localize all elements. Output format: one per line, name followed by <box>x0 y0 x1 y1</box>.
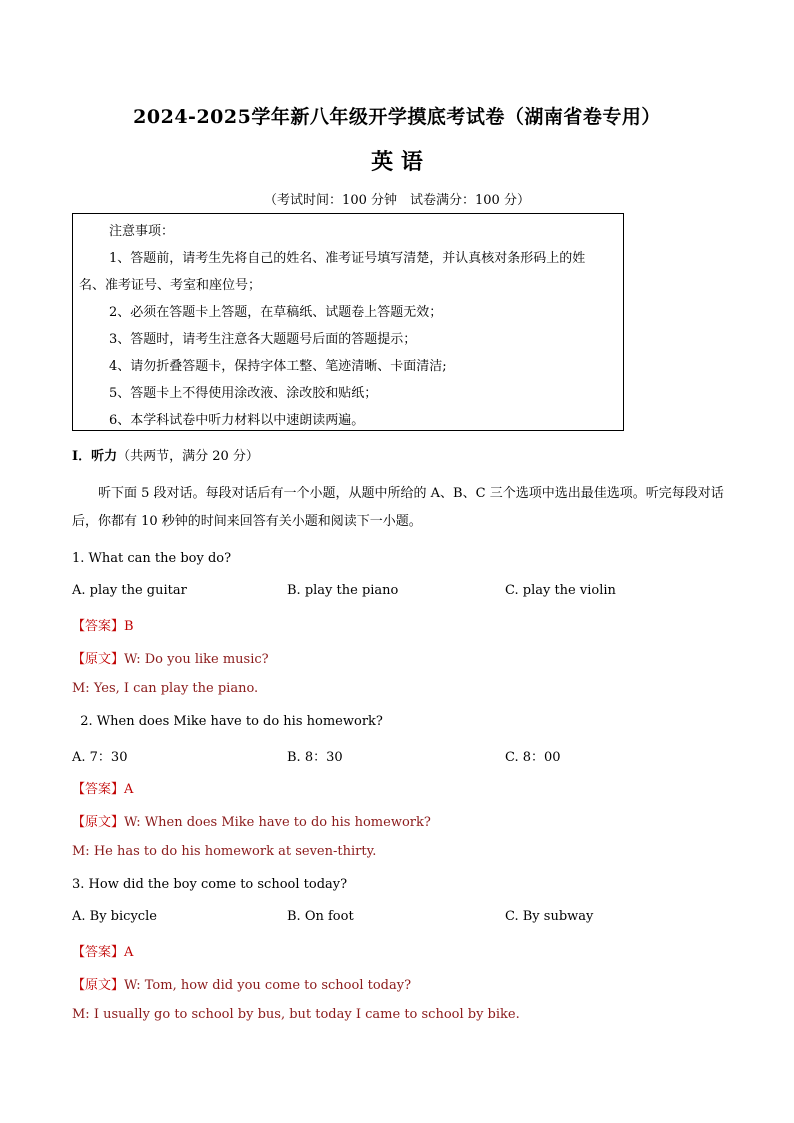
page-title: 2024-2025学年新八年级开学摸底考试卷（湖南省卷专用） <box>133 106 661 128</box>
option-c: C. By subway <box>505 909 594 924</box>
notice-item: 1、答题前，请考生先将自己的姓名、准考证号填写清楚，并认真核对条形码上的姓 <box>109 251 586 266</box>
transcript-label: 【原文】 <box>72 652 125 667</box>
option-b: B. On foot <box>287 909 354 924</box>
transcript-speaker-m: M: He has to do his homework at seven-thirty. <box>72 844 377 859</box>
notice-item: 名、准考证号、考室和座位号； <box>79 278 262 293</box>
transcript-speaker-w: W: Do you like music? <box>124 652 269 667</box>
option-b: B. 8：30 <box>287 750 343 765</box>
notice-item: 2、必须在答题卡上答题，在草稿纸、试题卷上答题无效； <box>109 305 443 320</box>
notice-item: 3、答题时，请考生注意各大题题号后面的答题提示； <box>109 332 417 347</box>
notice-item: 4、请勿折叠答题卡，保持字体工整、笔迹清晰、卡面清洁; <box>109 359 447 374</box>
answer-value: A <box>124 945 134 960</box>
transcript-speaker-m: M: Yes, I can play the piano. <box>72 681 259 696</box>
transcript-speaker-m: M: I usually go to school by bus, but today I came to school by bike. <box>72 1007 520 1022</box>
section-detail: （共两节，满分 20 分） <box>117 449 259 464</box>
answer-line <box>72 941 133 960</box>
section-heading <box>72 445 259 464</box>
question-text: 2. When does Mike have to do his homework? <box>72 714 383 729</box>
transcript-speaker-w: W: Tom, how did you come to school today? <box>124 978 412 993</box>
transcript-label: 【原文】 <box>72 978 125 993</box>
section-label: I．听力 <box>72 449 118 464</box>
option-c: C. play the violin <box>505 583 616 598</box>
answer-value: A <box>124 782 134 797</box>
answer-value: B <box>124 619 134 634</box>
question-text: 1. What can the boy do? <box>72 551 232 566</box>
option-b: B. play the piano <box>287 583 399 598</box>
notice-item: 6、本学科试卷中听力材料以中速朗读两遍。 <box>109 413 365 428</box>
notice-box <box>72 213 624 431</box>
section-instructions: 听下面 5 段对话。每段对话后有一个小题，从题中所给的 A、B、C 三个选项中选出最佳选项。听完每段对话后，你都有 10 秒钟的时间来回答有关小题和阅读下一小题。 <box>72 486 724 529</box>
answer-label: 【答案】 <box>72 782 125 797</box>
transcript-label: 【原文】 <box>72 815 125 830</box>
answer-label: 【答案】 <box>72 619 125 634</box>
subject-heading: 英 语 <box>371 149 423 175</box>
transcript-line <box>72 974 411 993</box>
question-text: 3. How did the boy come to school today? <box>72 877 348 892</box>
notice-item: 5、答题卡上不得使用涂改液、涂改胶和贴纸； <box>109 386 378 401</box>
answer-label: 【答案】 <box>72 945 125 960</box>
transcript-line <box>72 648 269 667</box>
option-a: A. By bicycle <box>72 909 157 924</box>
notice-heading: 注意事项： <box>109 224 175 239</box>
transcript-speaker-w: W: When does Mike have to do his homework? <box>124 815 431 830</box>
transcript-line <box>72 811 431 830</box>
exam-info: （考试时间：100 分钟 试卷满分：100 分） <box>264 193 530 208</box>
option-a: A. 7：30 <box>72 750 128 765</box>
answer-line <box>72 778 133 797</box>
option-c: C. 8：00 <box>505 750 561 765</box>
option-a: A. play the guitar <box>72 583 187 598</box>
answer-line <box>72 615 134 634</box>
